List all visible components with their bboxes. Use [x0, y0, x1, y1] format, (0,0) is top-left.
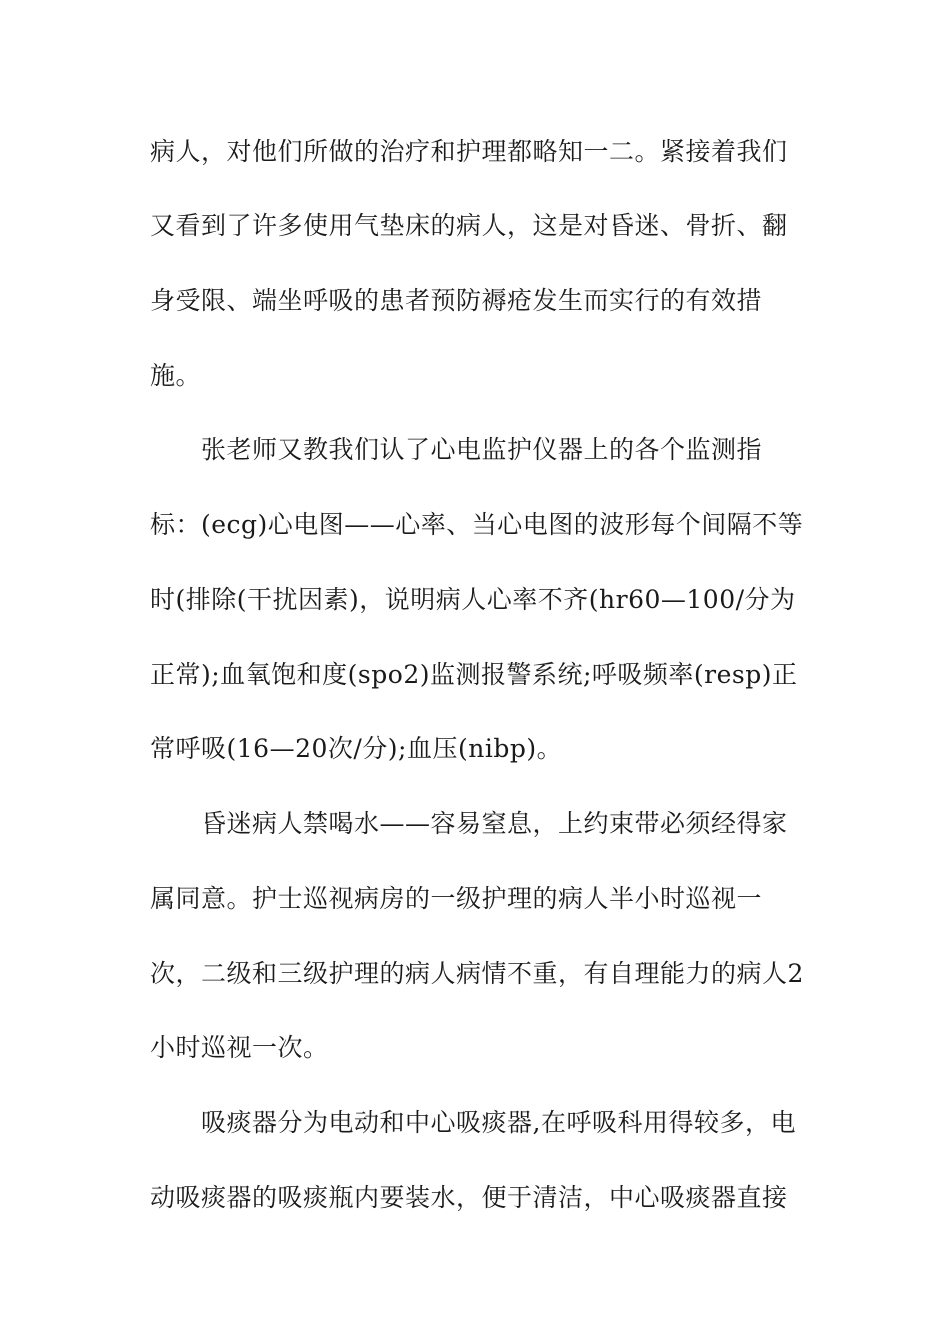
text-line: 标：(ecg)心电图——心率、当心电图的波形每个间隔不等	[150, 510, 804, 539]
text-line: 次，二级和三级护理的病人病情不重，有自理能力的病人2	[150, 959, 804, 988]
text-line: 属同意。护士巡视病房的一级护理的病人半小时巡视一	[150, 884, 763, 913]
text-line: 小时巡视一次。	[150, 1033, 329, 1062]
text-line: 动吸痰器的吸痰瓶内要装水，便于清洁，中心吸痰器直接	[150, 1183, 788, 1212]
text-line: 吸痰器分为电动和中心吸痰器,在呼吸科用得较多，电	[201, 1108, 796, 1137]
text-line: 施。	[150, 361, 202, 390]
text-line: 张老师又教我们认了心电监护仪器上的各个监测指	[201, 435, 763, 464]
text-line: 又看到了许多使用气垫床的病人，这是对昏迷、骨折、翻	[150, 211, 788, 240]
text-line: 病人，对他们所做的治疗和护理都略知一二。紧接着我们	[150, 137, 788, 166]
text-line: 昏迷病人禁喝水——容易窒息，上约束带必须经得家	[201, 809, 788, 838]
text-line: 正常);血氧饱和度(spo2)监测报警系统;呼吸频率(resp)正	[150, 660, 798, 689]
text-line: 常呼吸(16—20次/分);血压(nibp)。	[150, 734, 563, 763]
text-line: 时(排除(干扰因素)，说明病人心率不齐(hr60—100/分为	[150, 585, 796, 614]
text-line: 身受限、端坐呼吸的患者预防褥疮发生而实行的有效措	[150, 286, 763, 315]
